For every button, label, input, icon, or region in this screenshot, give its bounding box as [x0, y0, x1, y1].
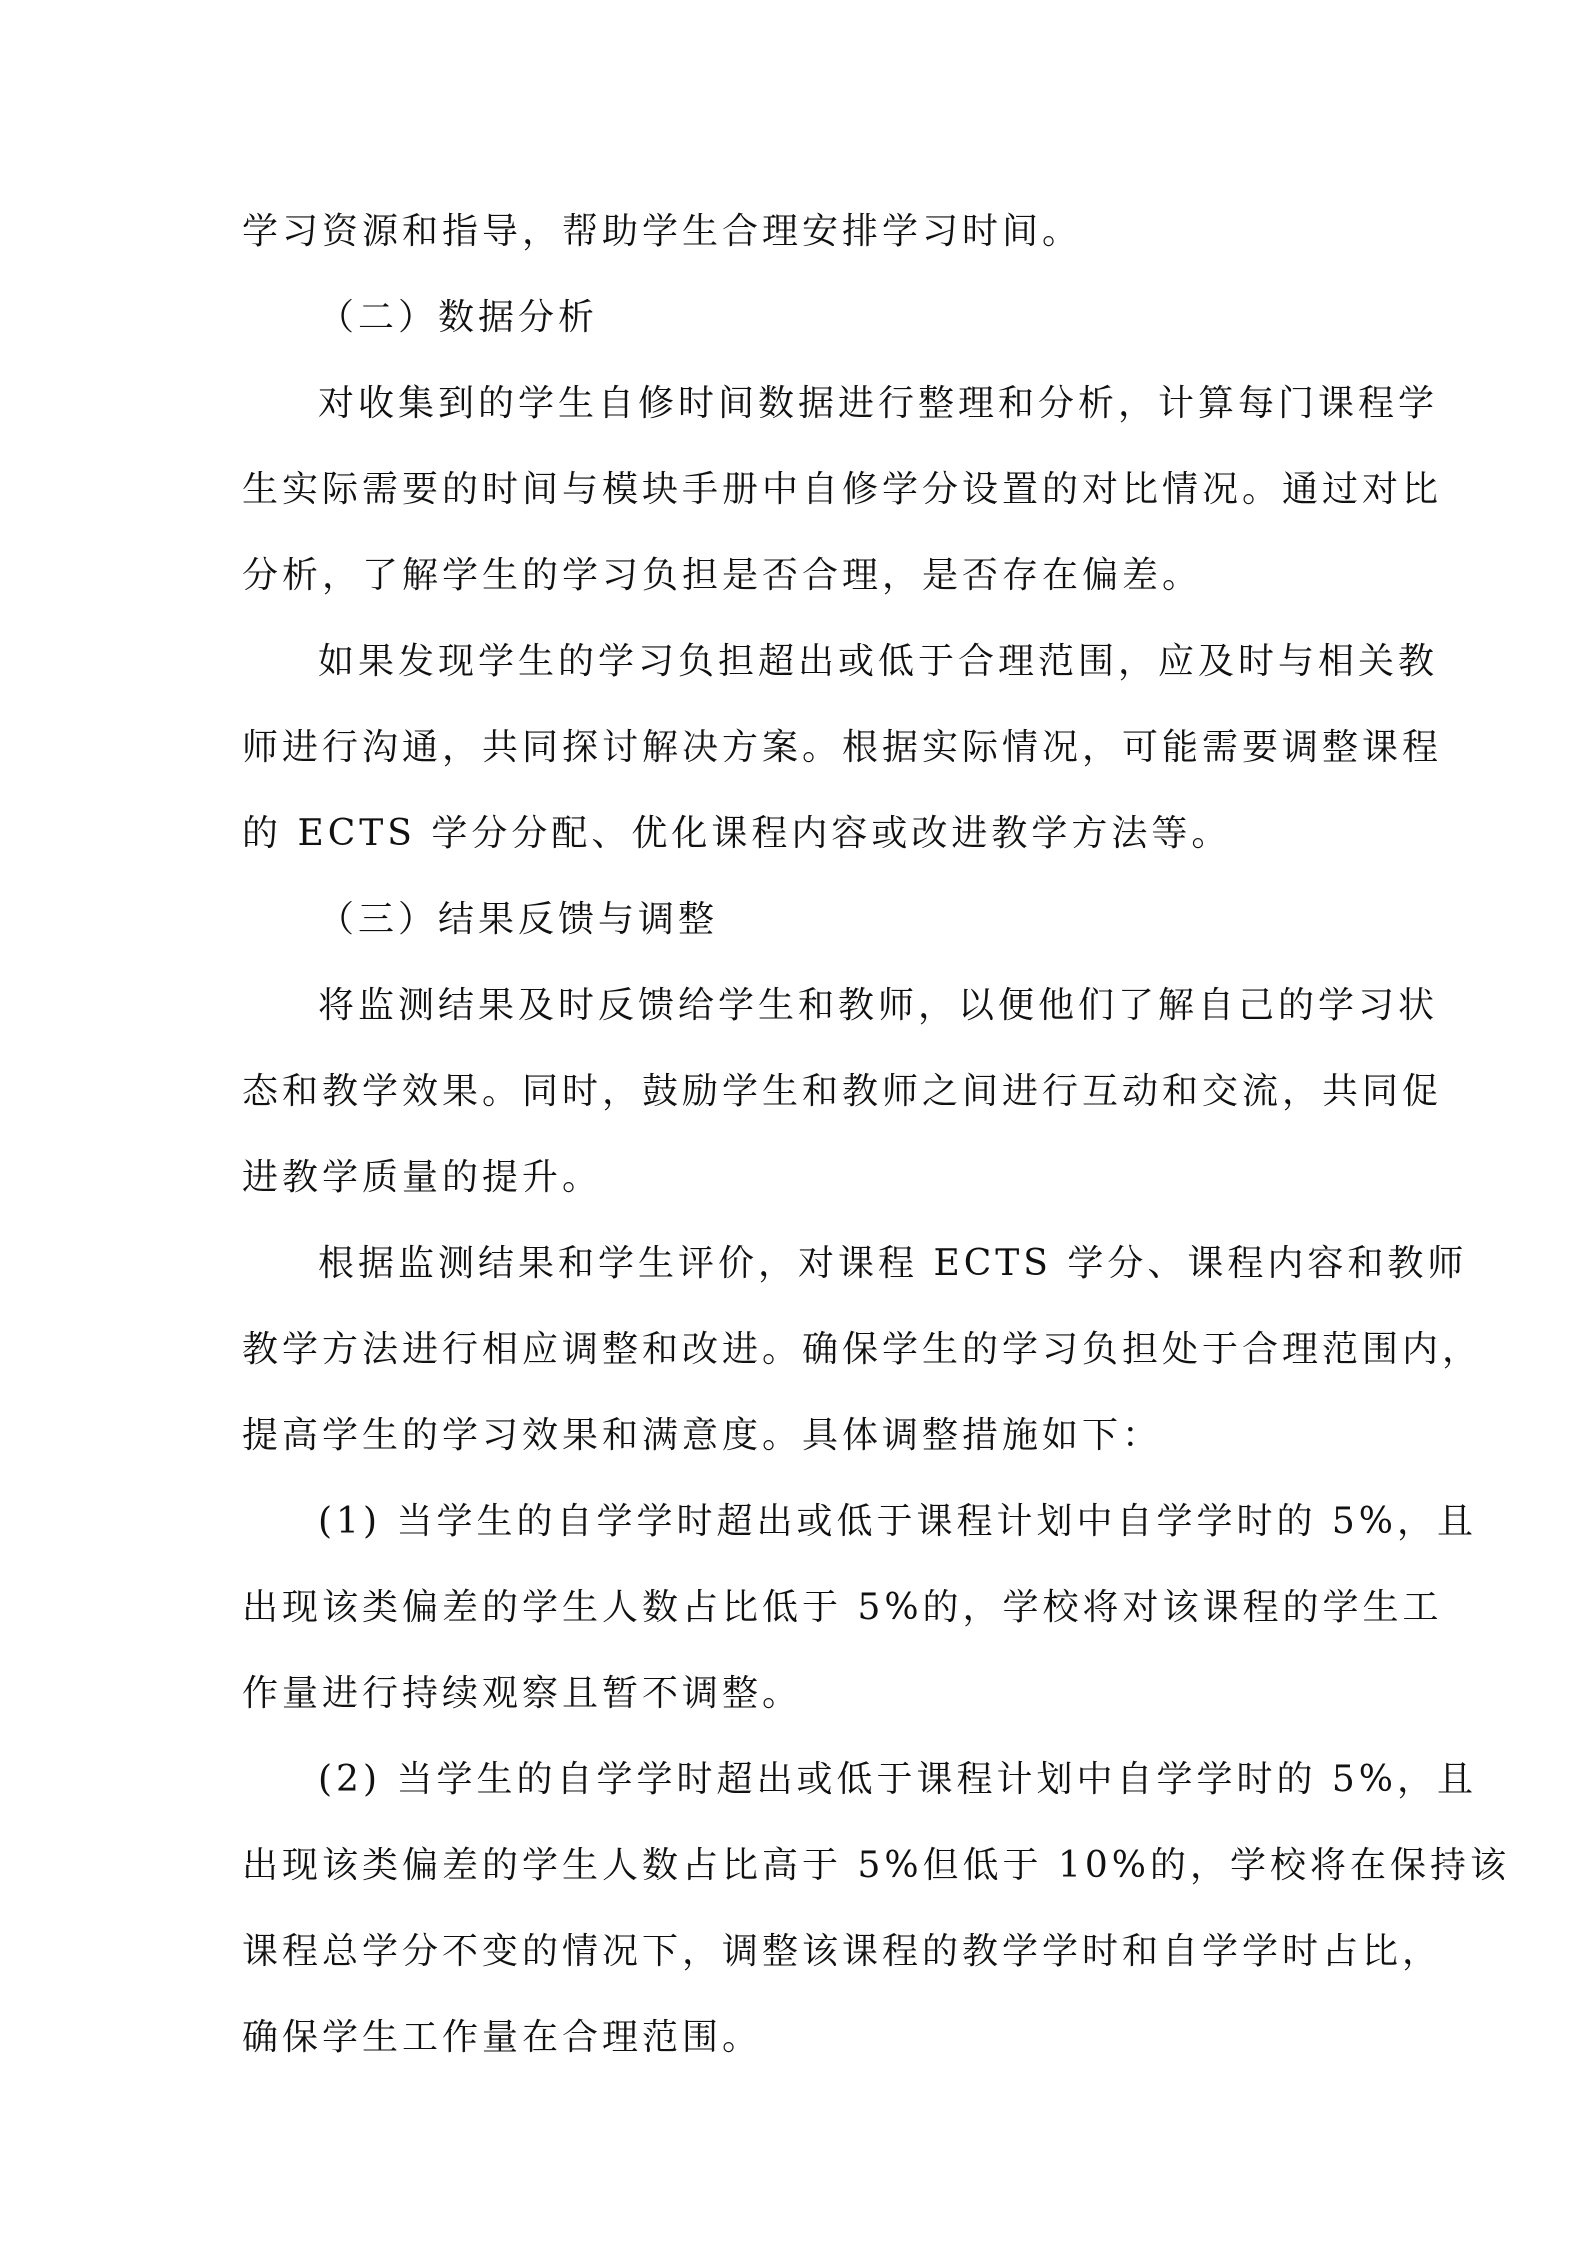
- paragraph-line: 态和教学效果。同时，鼓励学生和教师之间进行互动和交流，共同促: [242, 1071, 1443, 1112]
- list-item-line: 出现该类偏差的学生人数占比低于 5%的，学校将对该课程的学生工: [242, 1587, 1443, 1628]
- list-item-line: 课程总学分不变的情况下，调整该课程的教学学时和自学学时占比，: [242, 1931, 1443, 1972]
- paragraph-line: 师进行沟通，共同探讨解决方案。根据实际情况，可能需要调整课程: [242, 727, 1443, 768]
- paragraph-line: 对收集到的学生自修时间数据进行整理和分析，计算每门课程学: [318, 383, 1439, 424]
- paragraph-line: 的 ECTS 学分分配、优化课程内容或改进教学方法等。: [242, 813, 1232, 854]
- list-item-line: 作量进行持续观察且暂不调整。: [242, 1673, 803, 1714]
- list-item-line: (1) 当学生的自学学时超出或低于课程计划中自学学时的 5%，且: [318, 1501, 1477, 1542]
- section-heading: （三）结果反馈与调整: [318, 899, 719, 940]
- list-item-line: 出现该类偏差的学生人数占比高于 5%但低于 10%的，学校将在保持该: [242, 1845, 1511, 1886]
- paragraph-line: 根据监测结果和学生评价，对课程 ECTS 学分、课程内容和教师: [318, 1243, 1468, 1284]
- paragraph-line: 分析，了解学生的学习负担是否合理，是否存在偏差。: [242, 555, 1203, 596]
- paragraph-line: 提高学生的学习效果和满意度。具体调整措施如下：: [242, 1415, 1163, 1456]
- list-item-line: 确保学生工作量在合理范围。: [242, 2017, 763, 2058]
- section-heading: （二）数据分析: [318, 297, 599, 338]
- list-item-line: (2) 当学生的自学学时超出或低于课程计划中自学学时的 5%，且: [318, 1759, 1477, 1800]
- paragraph-line: 将监测结果及时反馈给学生和教师，以便他们了解自己的学习状: [318, 985, 1439, 1026]
- paragraph-line: 生实际需要的时间与模块手册中自修学分设置的对比情况。通过对比: [242, 469, 1443, 510]
- paragraph-line: 进教学质量的提升。: [242, 1157, 603, 1198]
- paragraph-line: 如果发现学生的学习负担超出或低于合理范围，应及时与相关教: [318, 641, 1439, 682]
- paragraph-line: 学习资源和指导，帮助学生合理安排学习时间。: [242, 211, 1083, 252]
- paragraph-line: 教学方法进行相应调整和改进。确保学生的学习负担处于合理范围内，: [242, 1329, 1483, 1370]
